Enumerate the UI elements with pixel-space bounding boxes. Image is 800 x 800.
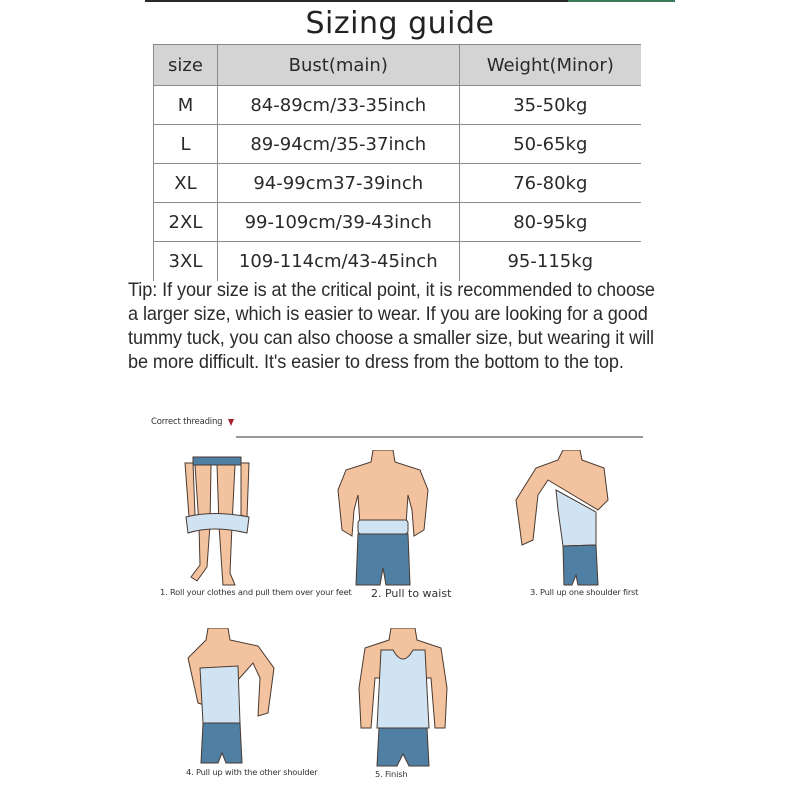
torso-pulling-first-shoulder-icon bbox=[508, 450, 618, 590]
torso-wearing-shapewear-icon bbox=[353, 628, 453, 768]
instructions-header: Correct threading bbox=[151, 417, 223, 427]
table-row bbox=[154, 86, 642, 125]
cell-bust: 109-114cm/43-45inch bbox=[217, 242, 459, 281]
header-size: size bbox=[154, 45, 218, 86]
cell-bust: 89-94cm/35-37inch bbox=[217, 125, 459, 164]
cell-size: L bbox=[154, 125, 218, 164]
step-5-caption: 5. Finish bbox=[375, 769, 408, 779]
table-row bbox=[154, 203, 642, 242]
cell-bust: 84-89cm/33-35inch bbox=[217, 86, 459, 125]
step-2-caption: 2. Pull to waist bbox=[371, 587, 452, 600]
cell-bust: 94-99cm37-39inch bbox=[217, 164, 459, 203]
top-border-accent bbox=[568, 0, 675, 2]
legs-rolling-garment-icon bbox=[183, 455, 253, 590]
page-title: Sizing guide bbox=[305, 6, 495, 41]
cell-weight: 80-95kg bbox=[459, 203, 641, 242]
cell-weight: 35-50kg bbox=[459, 86, 641, 125]
table-header-row bbox=[154, 45, 642, 86]
size-chart-table bbox=[153, 44, 641, 281]
step-4-illustration bbox=[178, 628, 288, 768]
wearing-instructions bbox=[148, 410, 648, 790]
step-3-illustration bbox=[508, 450, 618, 590]
cell-size: XL bbox=[154, 164, 218, 203]
header-bust: Bust(main) bbox=[217, 45, 459, 86]
step-1-illustration bbox=[183, 455, 253, 590]
cell-size: M bbox=[154, 86, 218, 125]
step-2-illustration bbox=[328, 450, 438, 590]
step-5-illustration bbox=[353, 628, 453, 768]
table-row bbox=[154, 164, 642, 203]
torso-pulling-garment-to-waist-icon bbox=[328, 450, 438, 590]
header-weight: Weight(Minor) bbox=[459, 45, 641, 86]
torso-pulling-second-shoulder-icon bbox=[178, 628, 288, 768]
step-1-caption: 1. Roll your clothes and pull them over your feet bbox=[160, 587, 352, 597]
cell-size: 2XL bbox=[154, 203, 218, 242]
header-divider bbox=[236, 436, 643, 438]
table-row bbox=[154, 125, 642, 164]
red-down-triangle-icon bbox=[228, 419, 234, 426]
step-4-caption: 4. Pull up with the other shoulder bbox=[186, 767, 318, 777]
step-3-caption: 3. Pull up one shoulder first bbox=[530, 587, 639, 597]
cell-weight: 50-65kg bbox=[459, 125, 641, 164]
cell-weight: 76-80kg bbox=[459, 164, 641, 203]
cell-bust: 99-109cm/39-43inch bbox=[217, 203, 459, 242]
sizing-tip-text: Tip: If your size is at the critical point, it is recommended to choose a larger size, which is easier to wear. If you are looking for a good tummy tuck, you can also choose a smaller size, but wearing it will be more difficult. It's easier to dress from the bottom to the top. bbox=[128, 279, 655, 373]
table-row bbox=[154, 242, 642, 281]
cell-weight: 95-115kg bbox=[459, 242, 641, 281]
cell-size: 3XL bbox=[154, 242, 218, 281]
